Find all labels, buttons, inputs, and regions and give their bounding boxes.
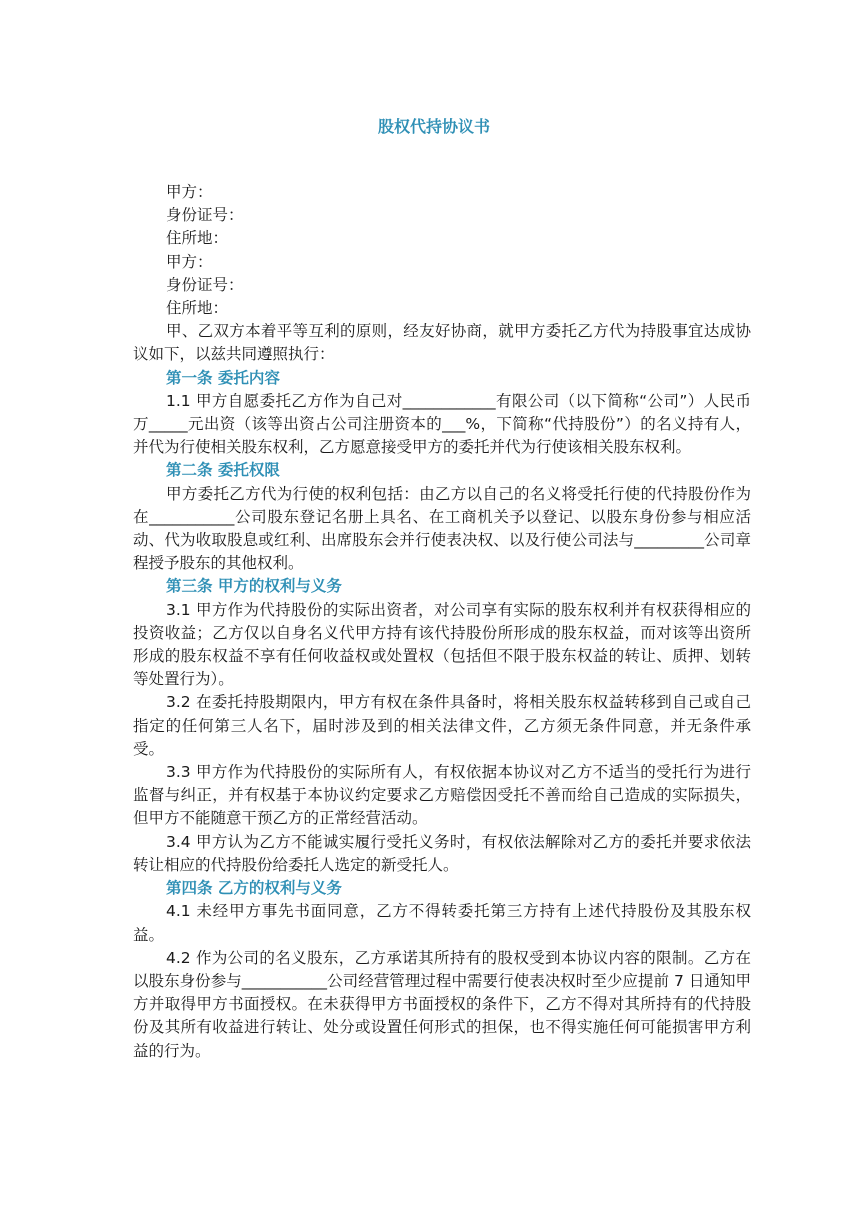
party-second-address-label: 住所地： <box>166 299 229 318</box>
intro-paragraph: 甲、乙双方本着平等互利的原则，经友好协商，就甲方委托乙方代为持股事宜达成协议如下，以兹共同遵照执行： <box>133 322 751 364</box>
party-second-label: 甲方： <box>166 252 213 271</box>
article-3-clause-1: 3.1 甲方作为代持股份的实际出资者，对公司享有实际的股东权利并有权获得相应的投资收益；乙方仅以自身名义代甲方持有该代持股份所形成的股东权益，而对该等出资所形成的股东权益不享有任何收益权或处置权（包括但不限于股东权益的转让、质押、划转等处置行为）。 <box>133 600 751 689</box>
document-body <box>133 181 751 1063</box>
article-3-heading: 第三条 甲方的权利与义务 <box>166 577 342 596</box>
article-3-clause-4: 3.4 甲方认为乙方不能诚实履行受托义务时，有权依法解除对乙方的委托并要求依法转让相应的代持股份给委托人选定的新受托人。 <box>133 832 751 874</box>
party-a-id-label: 身份证号： <box>166 206 244 225</box>
article-3-clause-3: 3.3 甲方作为代持股份的实际所有人，有权依据本协议对乙方不适当的受托行为进行监督与纠正，并有权基于本协议约定要求乙方赔偿因受托不善而给自己造成的实际损失，但甲方不能随意干预乙方的正常经营活动。 <box>133 763 751 828</box>
article-4-clause-1: 4.1 未经甲方事先书面同意，乙方不得转委托第三方持有上述代持股份及其股东权益。 <box>133 902 751 944</box>
article-3-clause-2: 3.2 在委托持股期限内，甲方有权在条件具备时，将相关股东权益转移到自己或自己指定的任何第三人名下，届时涉及到的相关法律文件，乙方须无条件同意，并无条件承受。 <box>133 693 751 758</box>
article-4-clause-2: 4.2 作为公司的名义股东，乙方承诺其所持有的股权受到本协议内容的限制。乙方在以股东身份参与___________公司经营管理过程中需要行使表决权时至少应提前 7 日通知甲方并取得甲方书面授权。在未获得甲方书面授权的条件下，乙方不得对其所持有的代持股份及其所有收益进行转让、处分或设置任何形式的担保，也不得实施任何可能损害甲方利益的行为。 <box>133 948 751 1060</box>
party-a-label: 甲方： <box>166 183 213 201</box>
party-second-id-label: 身份证号： <box>166 275 244 294</box>
article-4-heading: 第四条 乙方的权利与义务 <box>166 879 342 898</box>
article-2-heading: 第二条 委托权限 <box>166 461 280 480</box>
article-2-clause-1: 甲方委托乙方代为行使的权利包括：由乙方以自己的名义将受托行使的代持股份作为在___________公司股东登记名册上具名、在工商机关予以登记、以股东身份参与相应活动、代为收取股息或红利、出席股东会并行使表决权、以及行使公司法与_________公司章程授予股东的其他权利。 <box>133 484 751 573</box>
document-title: 股权代持协议书 <box>377 117 490 136</box>
article-1-clause-1: 1.1 甲方自愿委托乙方作为自己对____________有限公司（以下简称“公司”）人民币万_____元出资（该等出资占公司注册资本的___%，下简称“代持股份”）的名义持有人，并代为行使相关股东权利，乙方愿意接受甲方的委托并代为行使该相关股东权利。 <box>133 391 751 457</box>
article-1-heading: 第一条 委托内容 <box>166 368 280 387</box>
party-a-address-label: 住所地： <box>166 229 229 248</box>
